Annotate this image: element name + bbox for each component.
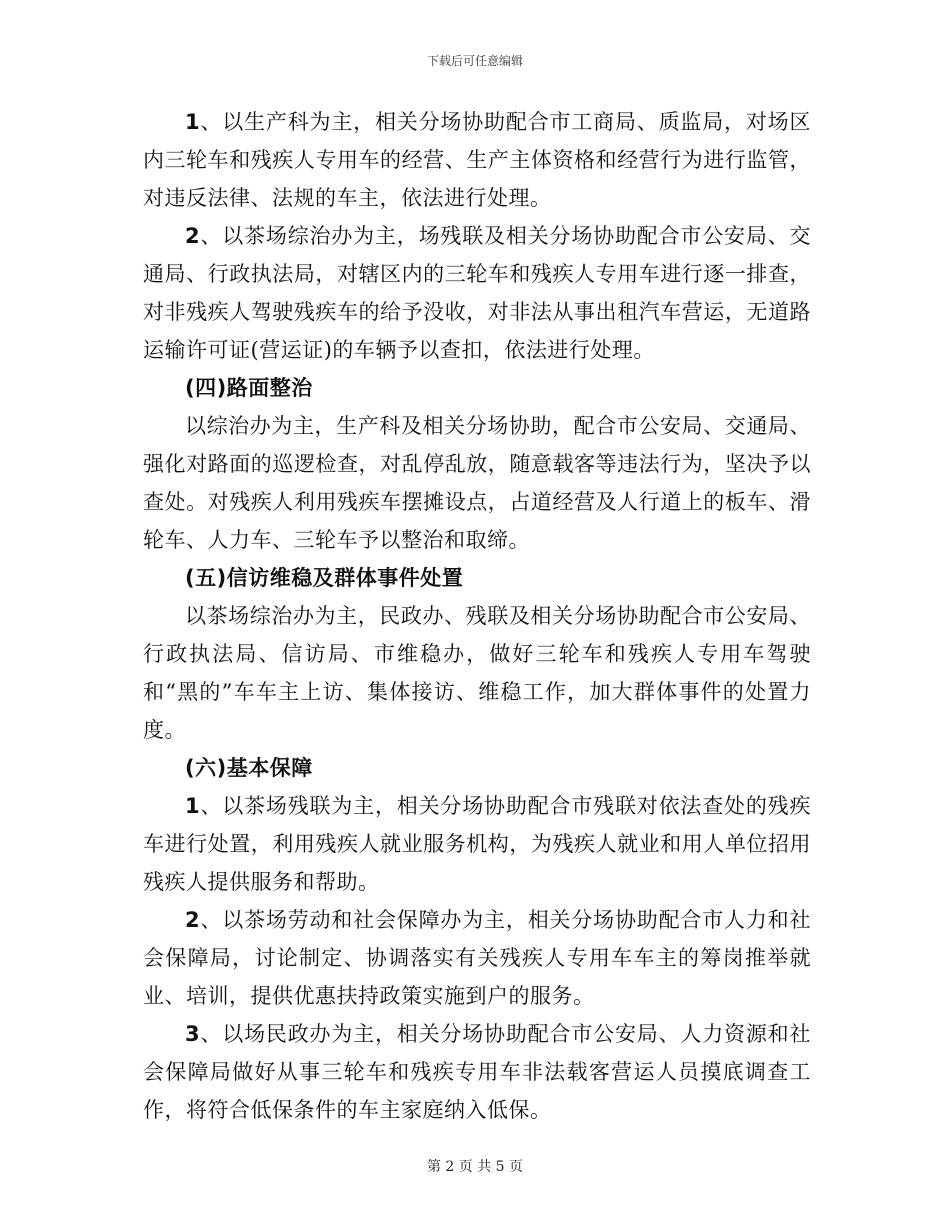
paragraph-1: [143, 103, 811, 217]
page-footer: 第 2 页 共 5 页: [426, 1159, 524, 1175]
paragraph-text: 、以场民政办为主，相关分场协助配合市公安局、人力资源和社会保障局做好从事三轮车和残疾专用车非法载客营运人员摸底调查工作，将符合低保条件的车主家庭纳入低保。: [143, 1022, 811, 1122]
section-heading-5: (五)信访维稳及群体事件处置: [185, 566, 464, 590]
paragraph-text: 、以茶场综治办为主，场残联及相关分场协助配合市公安局、交通局、行政执法局，对辖区内的三轮车和残疾人专用车进行逐一排查，对非残疾人驾驶残疾车的给予没收，对非法从事出租汽车营运，无道路运输许可证(营运证)的车辆予以查扣，依法进行处理。: [143, 224, 811, 362]
item-number: 1: [185, 794, 201, 818]
paragraph-text: 、以茶场残联为主，相关分场协助配合市残联对依法查处的残疾车进行处置，利用残疾人就业服务机构，为残疾人就业和用人单位招用残疾人提供服务和帮助。: [143, 794, 811, 894]
item-number: 3: [185, 1022, 201, 1046]
paragraph-2: [143, 217, 811, 369]
paragraph-5: [143, 787, 811, 901]
paragraph-4: 以茶场综治办为主，民政办、残联及相关分场协助配合市公安局、行政执法局、信访局、市维稳办，做好三轮车和残疾人专用车驾驶和“黑的”车车主上访、集体接访、维稳工作，加大群体事件的处置力度。: [143, 604, 811, 742]
page-header: 下载后可任意编辑: [426, 54, 523, 68]
item-number: 2: [185, 908, 201, 932]
section-heading-6: (六)基本保障: [185, 756, 313, 780]
paragraph-text: 、以茶场劳动和社会保障办为主，相关分场协助配合市人力和社会保障局，讨论制定、协调落实有关残疾人专用车车主的筹岗推举就业、培训，提供优惠扶持政策实施到户的服务。: [143, 908, 811, 1008]
section-heading-4: (四)路面整治: [185, 376, 313, 400]
document-body: [143, 103, 811, 1129]
item-number: 1: [185, 110, 201, 134]
paragraph-7: [143, 1015, 811, 1129]
paragraph-3: 以综治办为主，生产科及相关分场协助，配合市公安局、交通局、强化对路面的巡逻检查，对乱停乱放，随意载客等违法行为，坚决予以查处。对残疾人利用残疾车摆摊设点，占道经营及人行道上的板车、滑轮车、人力车、三轮车予以整治和取缔。: [143, 414, 811, 552]
paragraph-6: [143, 901, 811, 1015]
item-number: 2: [185, 224, 201, 248]
paragraph-text: 、以生产科为主，相关分场协助配合市工商局、质监局，对场区内三轮车和残疾人专用车的经营、生产主体资格和经营行为进行监管，对违反法律、法规的车主，依法进行处理。: [143, 110, 811, 210]
